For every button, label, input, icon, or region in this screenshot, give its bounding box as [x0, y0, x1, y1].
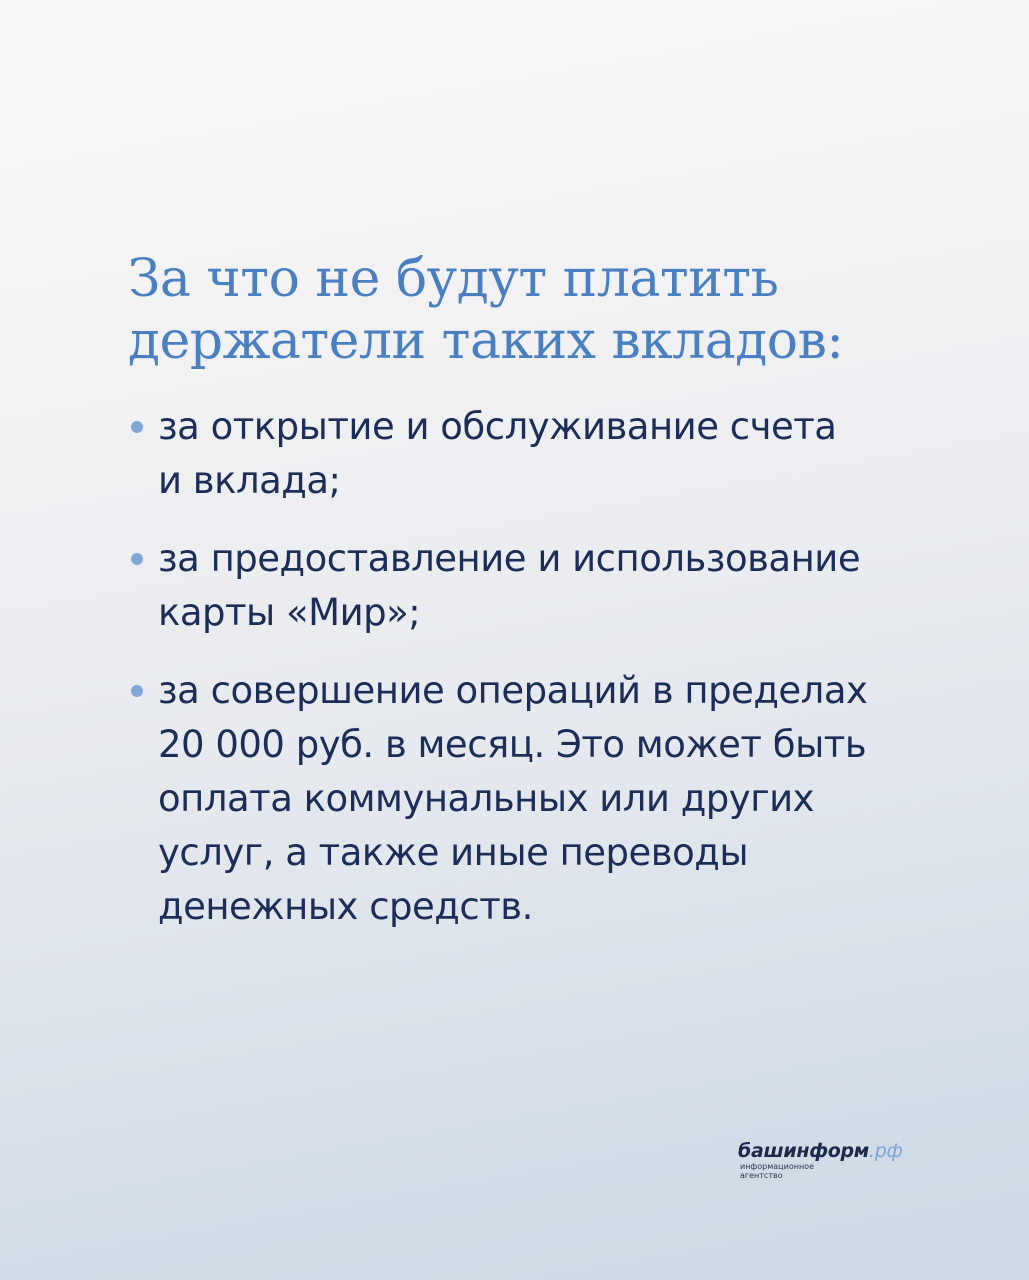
list-item-line: за открытие и обслуживание счета: [158, 405, 837, 448]
list-item-line: 20 000 руб. в месяц. Это может быть: [158, 723, 867, 766]
logo-wordmark: [738, 1140, 938, 1162]
list-item-line: услуг, а также иные переводы: [158, 831, 749, 874]
list-item: [128, 532, 988, 640]
list-item: [128, 664, 988, 934]
list-item-line: оплата коммунальных или других: [158, 777, 815, 820]
heading-line-2: держатели таких вкладов:: [128, 311, 844, 371]
bullet-list: [128, 400, 988, 958]
heading-line-1: За что не будут платить: [128, 249, 779, 309]
logo-name: башинформ: [738, 1140, 870, 1162]
logo-subtitle-line-2: агентство: [740, 1171, 783, 1180]
logo-subtitle: [740, 1162, 938, 1180]
logo-suffix: .рф: [869, 1140, 903, 1162]
bullet-dot-icon: [131, 553, 143, 565]
list-item-line: за предоставление и использование: [158, 537, 861, 580]
list-item-line: карты «Мир»;: [158, 591, 421, 634]
list-item: [128, 400, 988, 508]
bullet-dot-icon: [131, 421, 143, 433]
list-item-line: и вклада;: [158, 459, 341, 502]
bullet-dot-icon: [131, 685, 143, 697]
list-item-line: за совершение операций в пределах: [158, 669, 868, 712]
bashinform-logo: [738, 1140, 938, 1180]
list-item-line: денежных средств.: [158, 885, 533, 928]
logo-subtitle-line-1: информационное: [740, 1162, 814, 1171]
heading: [128, 248, 988, 372]
